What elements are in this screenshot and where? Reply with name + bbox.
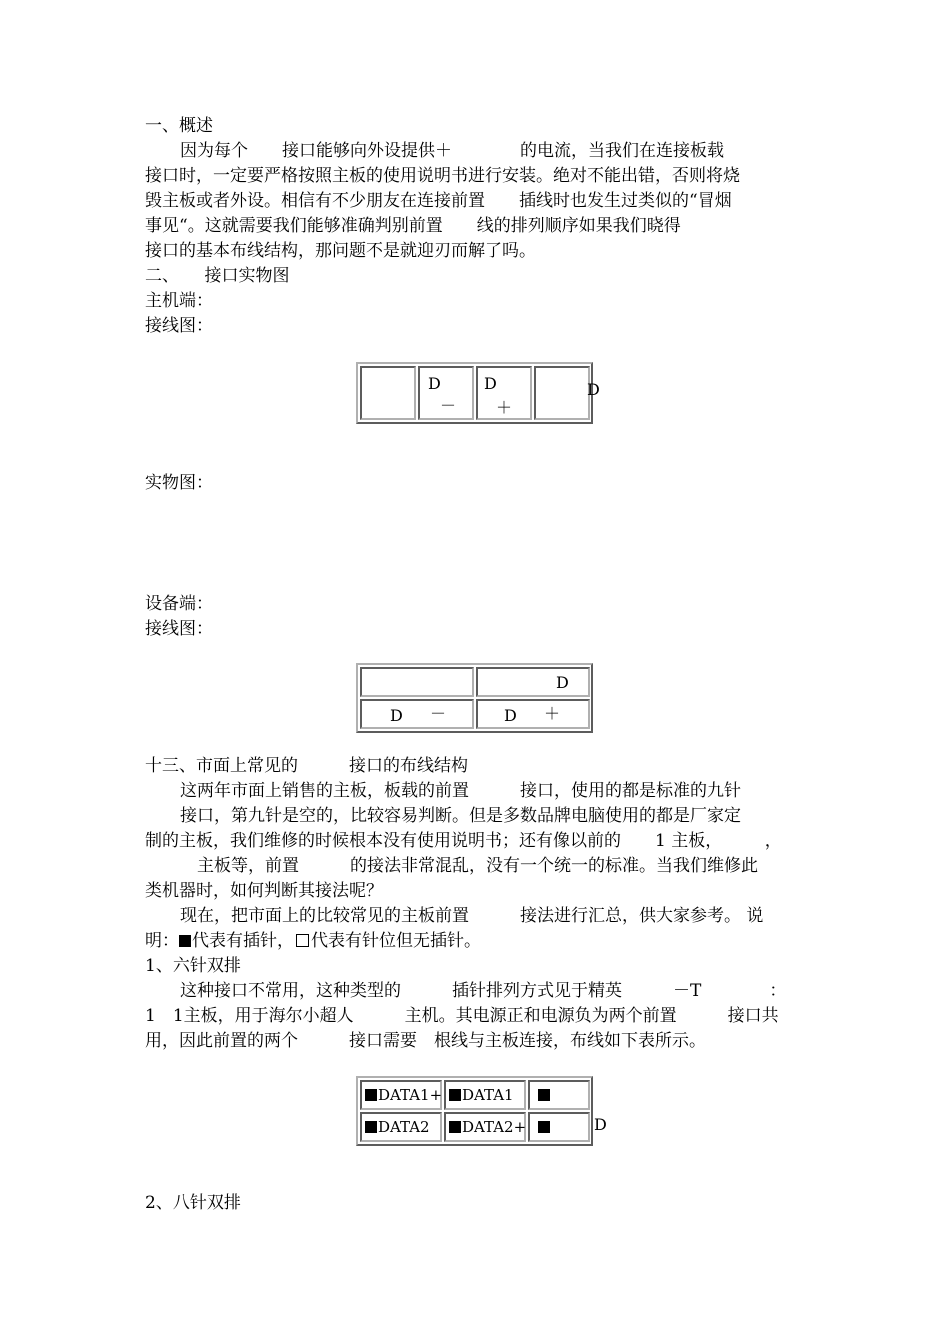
section1-para-line2: 接口时，一定要严格按照主板的使用说明书进行安装。绝对不能出错，否则将烧 (145, 166, 740, 186)
six-pin-r2c1 (360, 1112, 442, 1142)
host-wiring-label: 接线图： (145, 316, 213, 336)
six-pin-table-overflow-text: D (594, 1115, 607, 1134)
filled-square-icon (365, 1089, 377, 1101)
device-r2c1-b: － (430, 704, 447, 723)
filled-square-icon (449, 1089, 461, 1101)
filled-square-icon (538, 1121, 550, 1133)
subsection1-para-line2: 1 1主板，用于海尔小超人 主机。其电源正和电源负为两个前置 接口共 (145, 1006, 779, 1026)
device-r2c2-b: ＋ (544, 704, 561, 723)
device-wiring-label: 接线图： (145, 619, 213, 639)
six-pin-r1c3 (528, 1080, 590, 1110)
host-end-label: 主机端： (145, 291, 213, 311)
subsection1-heading: 1、六针双排 (145, 956, 241, 976)
device-r2c2-a: D (504, 706, 517, 725)
six-pin-r2c2 (444, 1112, 526, 1142)
section1-para-line5: 接口的基本布线结构，那问题不是就迎刃而解了吗。 (145, 241, 536, 261)
subsection2-heading: 2、八针双排 (145, 1193, 241, 1213)
six-pin-table (356, 1076, 593, 1146)
device-end-label: 设备端： (145, 594, 213, 614)
host-table-cell-3 (476, 366, 532, 420)
section2-heading: 二、 接口实物图 (145, 266, 290, 286)
filled-square-icon (538, 1089, 550, 1101)
six-pin-r2c3 (528, 1112, 590, 1142)
section1-heading: 一、概述 (145, 116, 213, 136)
filled-square-icon (449, 1121, 461, 1133)
six-pin-r2c1-label: DATA2 (378, 1118, 430, 1136)
device-wiring-table (356, 663, 593, 733)
six-pin-r1c2-label: DATA1 (462, 1086, 514, 1104)
six-pin-r1c1-content (365, 1088, 442, 1103)
device-table-r2c1 (360, 699, 474, 729)
host-cell-3-bottom: ＋ (496, 398, 513, 417)
six-pin-r1c2 (444, 1080, 526, 1110)
host-table-cell-2 (418, 366, 474, 420)
section13-para-line6: 现在，把市面上的比较常见的主板前置 接法进行汇总，供大家参考。 说 (180, 906, 764, 926)
host-wiring-table (356, 362, 593, 424)
six-pin-r2c3-content (538, 1120, 551, 1135)
section13-para-line7 (145, 933, 481, 950)
host-cell-2-bottom: － (440, 396, 457, 415)
section1-para-line4: 事见“。这就需要我们能够准确判别前置 线的排列顺序如果我们晓得 (145, 216, 681, 236)
six-pin-r2c2-content (449, 1120, 526, 1135)
section13-para-line3: 制的主板，我们维修的时候根本没有使用说明书；还有像以前的 1 主板， ， (145, 831, 782, 851)
photo-label: 实物图： (145, 473, 213, 493)
host-cell-2-top: D (428, 374, 441, 393)
section13-para-line4: 主板等，前置 的接法非常混乱，没有一个统一的标准。当我们维修此 (197, 856, 758, 876)
six-pin-r1c2-content (449, 1088, 514, 1103)
device-table-r1c1 (360, 667, 474, 697)
section13-para-line5: 类机器时，如何判断其接法呢？ (145, 881, 383, 901)
subsection1-para-line3: 用，因此前置的两个 接口需要 根线与主板连接，布线如下表所示。 (145, 1031, 706, 1051)
six-pin-r2c1-content (365, 1120, 430, 1135)
host-table-overflow-text: D (587, 380, 600, 399)
filled-square-icon (179, 935, 191, 947)
device-r2c1-a: D (390, 706, 403, 725)
device-r1c2-text: D (556, 673, 569, 692)
host-table-cell-1 (360, 366, 416, 420)
device-table-r2c2 (476, 699, 590, 729)
empty-square-icon (296, 934, 309, 947)
six-pin-r1c1-label: DATA1+ (378, 1086, 443, 1104)
legend-empty-text: 代表有针位但无插针。 (311, 931, 481, 951)
section1-para-line1: 因为每个 接口能够向外设提供＋ 的电流，当我们在连接板载 (180, 141, 724, 161)
filled-square-icon (365, 1121, 377, 1133)
six-pin-r2c2-label: DATA2+ (462, 1118, 527, 1136)
host-table-cell-4 (534, 366, 590, 420)
subsection1-para-line1: 这种接口不常用，这种类型的 插针排列方式见于精英 －T ： (180, 981, 787, 1001)
section1-para-line3: 毁主板或者外设。相信有不少朋友在连接前置 插线时也发生过类似的“冒烟 (145, 191, 732, 211)
section13-para-line2: 接口，第九针是空的，比较容易判断。但是多数品牌电脑使用的都是厂家定 (180, 806, 741, 826)
host-cell-3-top: D (484, 374, 497, 393)
section13-heading: 十三、市面上常见的 接口的布线结构 (145, 756, 468, 776)
device-table-r1c2 (476, 667, 590, 697)
legend-intro: 明： (145, 931, 179, 951)
six-pin-r1c3-content (538, 1088, 551, 1103)
section13-para-line1: 这两年市面上销售的主板，板载的前置 接口，使用的都是标准的九针 (180, 781, 741, 801)
legend-filled-text: 代表有插针， (192, 931, 294, 951)
six-pin-r1c1 (360, 1080, 442, 1110)
